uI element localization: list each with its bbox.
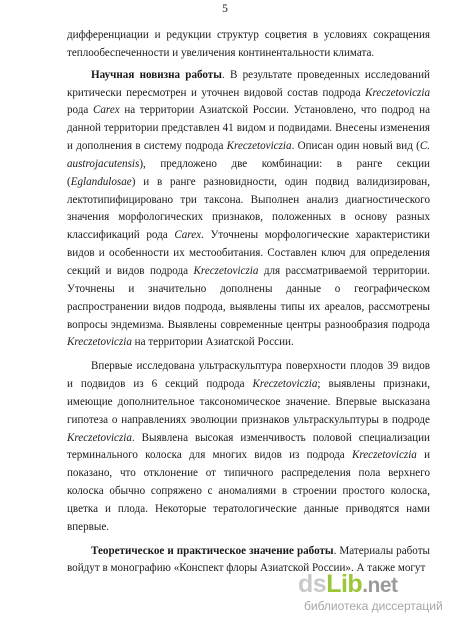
section-heading-scientific-novelty: Научная новизна работы — [91, 68, 222, 81]
page-number: 5 — [222, 3, 228, 15]
paragraph-intro-continuation: дифференциации и редукции структур соцветия в условиях сокращения теплообеспеченности и увеличения континентальности климата. — [67, 29, 430, 59]
document-body — [67, 27, 430, 578]
section-heading-practical-significance: Теоретическое и практическое значение работы — [91, 544, 334, 557]
paragraph-ultrasculpture: Впервые исследована ультраскульптура поверхности плодов 39 видов и подвидов из 6 секций подрода Kreczetoviczia; выявлены признаки, имеющие дополнительное таксономическое значение. Впервые высказана гипотеза о направлениях эволюции признаков ультраскульптуры в подроде Kreczetoviczia. Выявлена высокая изменчивость половой специализации терминального колоска для многих видов из подрода Kreczetoviczia и показано, что отклонение от типичного распределения пола верхнего колоска обычно сопряжено с аномалиями в строении простого колоска, цветка и плода. Некоторые тератологические данные приводятся нами впервые. — [67, 360, 430, 533]
dslib-watermark — [298, 568, 448, 614]
paragraph-scientific-novelty: Научная новизна работы. В результате проведенных исследований критически пересмотрен и уточнен видовой состав подрода Kreczetoviczia рода Carex на территории Азиатской России. Установлено, что подрод на данной территории представлен 41 видом и подвидами. Внесены изменения и дополнения в систему подрода Kreczetoviczia. Описан один новый вид (C. austrojacutensis), предложено две комбинации: в ранге секции (Eglandulosae) и в ранге разновидности, один подвид валидизирован, лектотипифицировано три таксона. Выполнен анализ диагностического значения морфологических признаков, положенных в основу разных классификаций рода Carex. Уточнены морфологические характеристики видов и особенности их местообитания. Составлен ключ для определения секций и видов подрода Kreczetoviczia для рассматриваемой территории. Уточнены и значительно дополнены данные о географическом распространении видов подрода, выявлены типы их ареалов, рассмотрены вопросы эндемизма. Выявлены современные центры разнообразия подрода Kreczetoviczia на территории Азиатской России. — [67, 68, 430, 349]
paragraph-practical-significance: Теоретическое и практическое значение работы. Материалы работы войдут в монографию «Конспект флоры Азиатской России». А также могут — [67, 544, 430, 575]
watermark-caption: библиотека диссертаций — [304, 599, 443, 613]
dslib-logo: dsLib.net — [298, 570, 398, 598]
